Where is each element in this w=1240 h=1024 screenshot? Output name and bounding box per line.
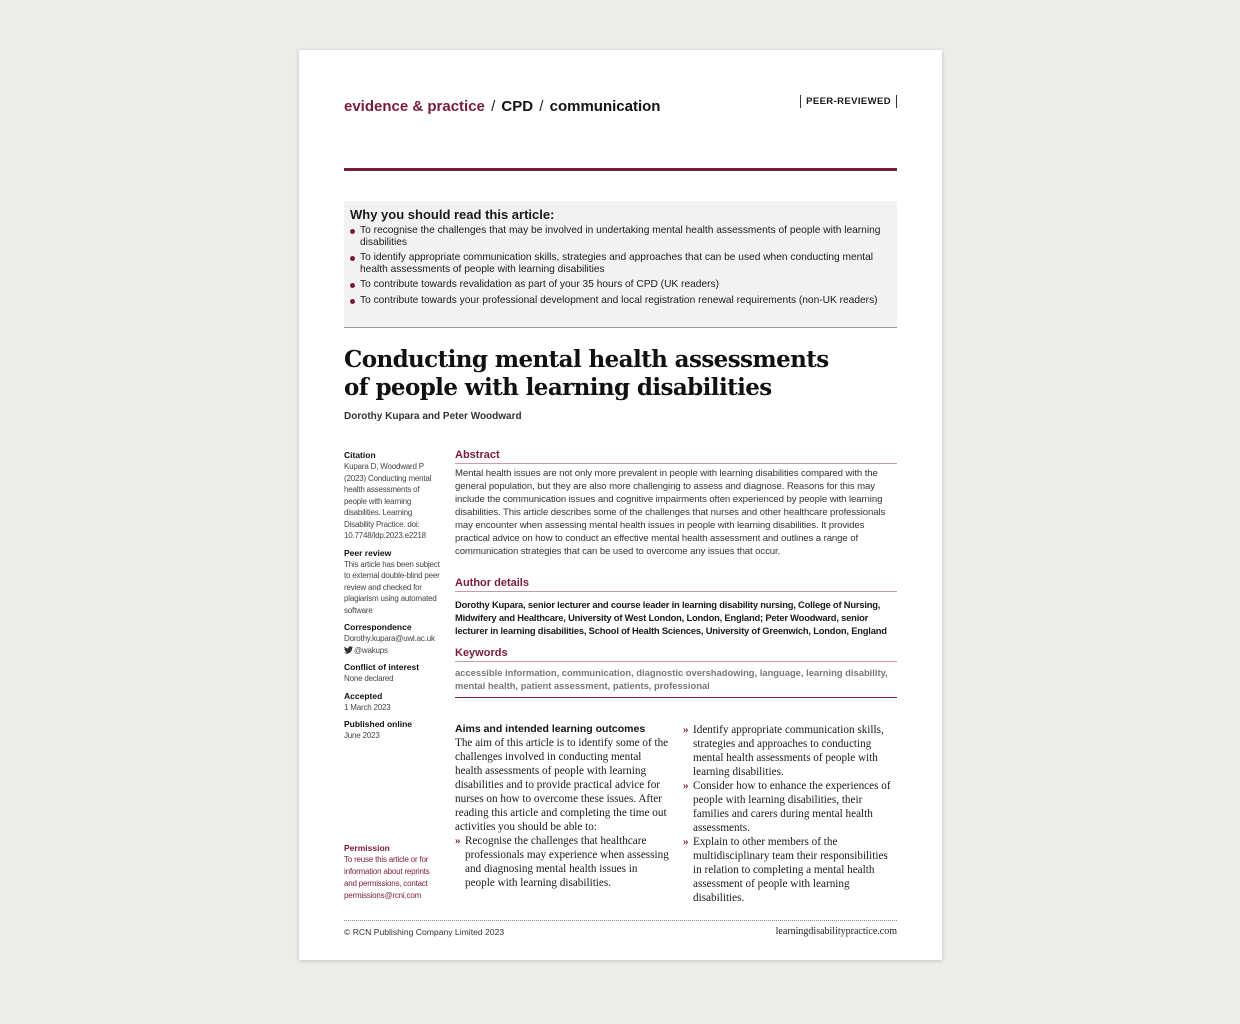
permission-text: To reuse this article or for information about reprints and permissions, contact permissions@rcni.com bbox=[344, 855, 430, 900]
outcome-text: Consider how to enhance the experiences of people with learning disabilities, their families and carers during mental health assessments. bbox=[693, 780, 891, 834]
outcome-item bbox=[683, 779, 897, 835]
accepted-date: 1 March 2023 bbox=[344, 702, 391, 712]
why-read-item bbox=[350, 225, 889, 248]
citation-label: Citation bbox=[344, 450, 376, 460]
footer-rule bbox=[344, 920, 897, 921]
permission-block bbox=[344, 843, 444, 902]
section-evidence-practice: evidence & practice bbox=[344, 98, 485, 115]
why-read-item-text: To contribute towards revalidation as part of your 35 hours of CPD (UK readers) bbox=[360, 279, 719, 290]
citation-text: Kupara D, Woodward P (2023) Conducting mental health assessments of people with learning disabilities. Learning Disability Practice. doi: 10.7748/ldp.2023.e2218 bbox=[344, 462, 432, 540]
chevron-right-icon: » bbox=[455, 835, 461, 847]
body-column-left bbox=[455, 723, 669, 890]
outcomes-list-right bbox=[683, 723, 897, 905]
outcome-text: Explain to other members of the multidisciplinary team their responsibilities in relation to completing a mental health assessment of people with learning disabilities. bbox=[693, 836, 888, 904]
article-authors: Dorothy Kupara and Peter Woodward bbox=[344, 411, 522, 422]
why-read-item-text: To identify appropriate communication skills, strategies and approaches that can be used when conducting mental health assessments of people with learning disabilities bbox=[360, 252, 874, 275]
bullet-dot-icon bbox=[350, 256, 355, 261]
body-column-right bbox=[683, 723, 897, 905]
correspondence-twitter[interactable] bbox=[344, 645, 444, 657]
twitter-handle: @wakups bbox=[354, 645, 388, 655]
why-read-item-text: To recognise the challenges that may be involved in undertaking mental health assessments of people with learning disabilities bbox=[360, 225, 881, 248]
conflict-text: None declared bbox=[344, 674, 394, 683]
outcomes-list-left bbox=[455, 834, 669, 890]
abstract-text: Mental health issues are not only more prevalent in people with learning disabilities compared with the general population, but they are also more challenging to assess and diagnose. Reasons for this may include the communication issues and cognitive impairments often experienced by people with learning disabilities. This article describes some of the challenges that nurses and other healthcare professionals may encounter when assessing mental health issues in people with learning disabilities. It provides practical advice on how to conduct an effective mental health assessment and outlines a range of communication strategies that can be used to overcome any issues that occur. bbox=[455, 468, 886, 557]
section-separator: / bbox=[539, 98, 544, 115]
keywords-heading: Keywords bbox=[455, 647, 897, 662]
why-read-box bbox=[344, 201, 897, 328]
outcome-text: Identify appropriate communication skills, strategies and approaches to conducting mental health assessments of people with learning disabilities. bbox=[693, 724, 884, 778]
chevron-right-icon: » bbox=[683, 724, 689, 736]
section-separator: / bbox=[491, 98, 496, 115]
chevron-right-icon: » bbox=[683, 836, 689, 848]
article-info-sidebar bbox=[344, 450, 444, 748]
correspondence-email[interactable]: Dorothy.kupara@uwl.ac.uk bbox=[344, 634, 435, 643]
header-rule bbox=[344, 168, 897, 171]
article-title: Conducting mental health assessments of people with learning disabilities bbox=[344, 346, 829, 401]
outcome-item bbox=[683, 723, 897, 779]
abstract-heading: Abstract bbox=[455, 449, 897, 464]
correspondence-label: Correspondence bbox=[344, 622, 412, 632]
section-header bbox=[344, 98, 897, 120]
outcome-item bbox=[455, 834, 669, 890]
peer-reviewed-badge: PEER-REVIEWED bbox=[800, 95, 897, 108]
author-details-heading: Author details bbox=[455, 577, 897, 592]
why-read-list bbox=[350, 225, 889, 306]
author-details-text: Dorothy Kupara, senior lecturer and course leader in learning disability nursing, College of Nursing, Midwifery and Healthcare, University of West London, London, England; Peter Woodward, senior lecturer in learning disabilities, School of Health Sciences, University of Greenwich, London, England bbox=[455, 599, 887, 636]
why-read-item bbox=[350, 279, 889, 291]
bullet-dot-icon bbox=[350, 229, 355, 234]
outcome-item bbox=[683, 835, 897, 905]
peer-review-text: This article has been subject to external double-blind peer review and checked for plagiarism using automated software bbox=[344, 559, 440, 615]
why-read-item-text: To contribute towards your professional development and local registration renewal requirements (non-UK readers) bbox=[360, 294, 878, 306]
keywords-rule bbox=[455, 697, 897, 698]
conflict-label: Conflict of interest bbox=[344, 662, 420, 672]
twitter-icon bbox=[344, 646, 353, 654]
outcome-text: Recognise the challenges that healthcare professionals may experience when assessing and diagnosing mental health issues in people with learning disabilities. bbox=[465, 835, 669, 889]
correspondence-block bbox=[344, 633, 444, 656]
website-link[interactable]: learningdisabilitypractice.com bbox=[775, 926, 897, 937]
why-read-title: Why you should read this article: bbox=[350, 207, 555, 222]
bullet-dot-icon bbox=[350, 283, 355, 288]
published-label: Published online bbox=[344, 719, 413, 729]
aims-heading: Aims and intended learning outcomes bbox=[455, 723, 646, 735]
bullet-dot-icon bbox=[350, 299, 355, 304]
why-read-item bbox=[350, 295, 889, 307]
section-cpd: CPD bbox=[501, 98, 534, 115]
article-page bbox=[299, 50, 942, 960]
section-topic: communication bbox=[549, 98, 661, 115]
copyright-text: © RCN Publishing Company Limited 2023 bbox=[344, 927, 505, 937]
permission-label: Permission bbox=[344, 843, 390, 853]
peer-review-label: Peer review bbox=[344, 547, 392, 558]
aims-intro: The aim of this article is to identify some of the challenges involved in conducting mental health assessments of people with learning disabilities and to provide practical advice for nurses on how to overcome these issues. After reading this article and completing the time out activities you should be able to: bbox=[455, 737, 669, 833]
accepted-label: Accepted bbox=[344, 690, 383, 701]
keywords-text: accessible information, communication, diagnostic overshadowing, language, learning disability, mental health, patient assessment, patients, professional bbox=[455, 667, 888, 691]
published-date: June 2023 bbox=[344, 731, 380, 740]
why-read-item bbox=[350, 252, 889, 275]
chevron-right-icon: » bbox=[683, 780, 689, 792]
